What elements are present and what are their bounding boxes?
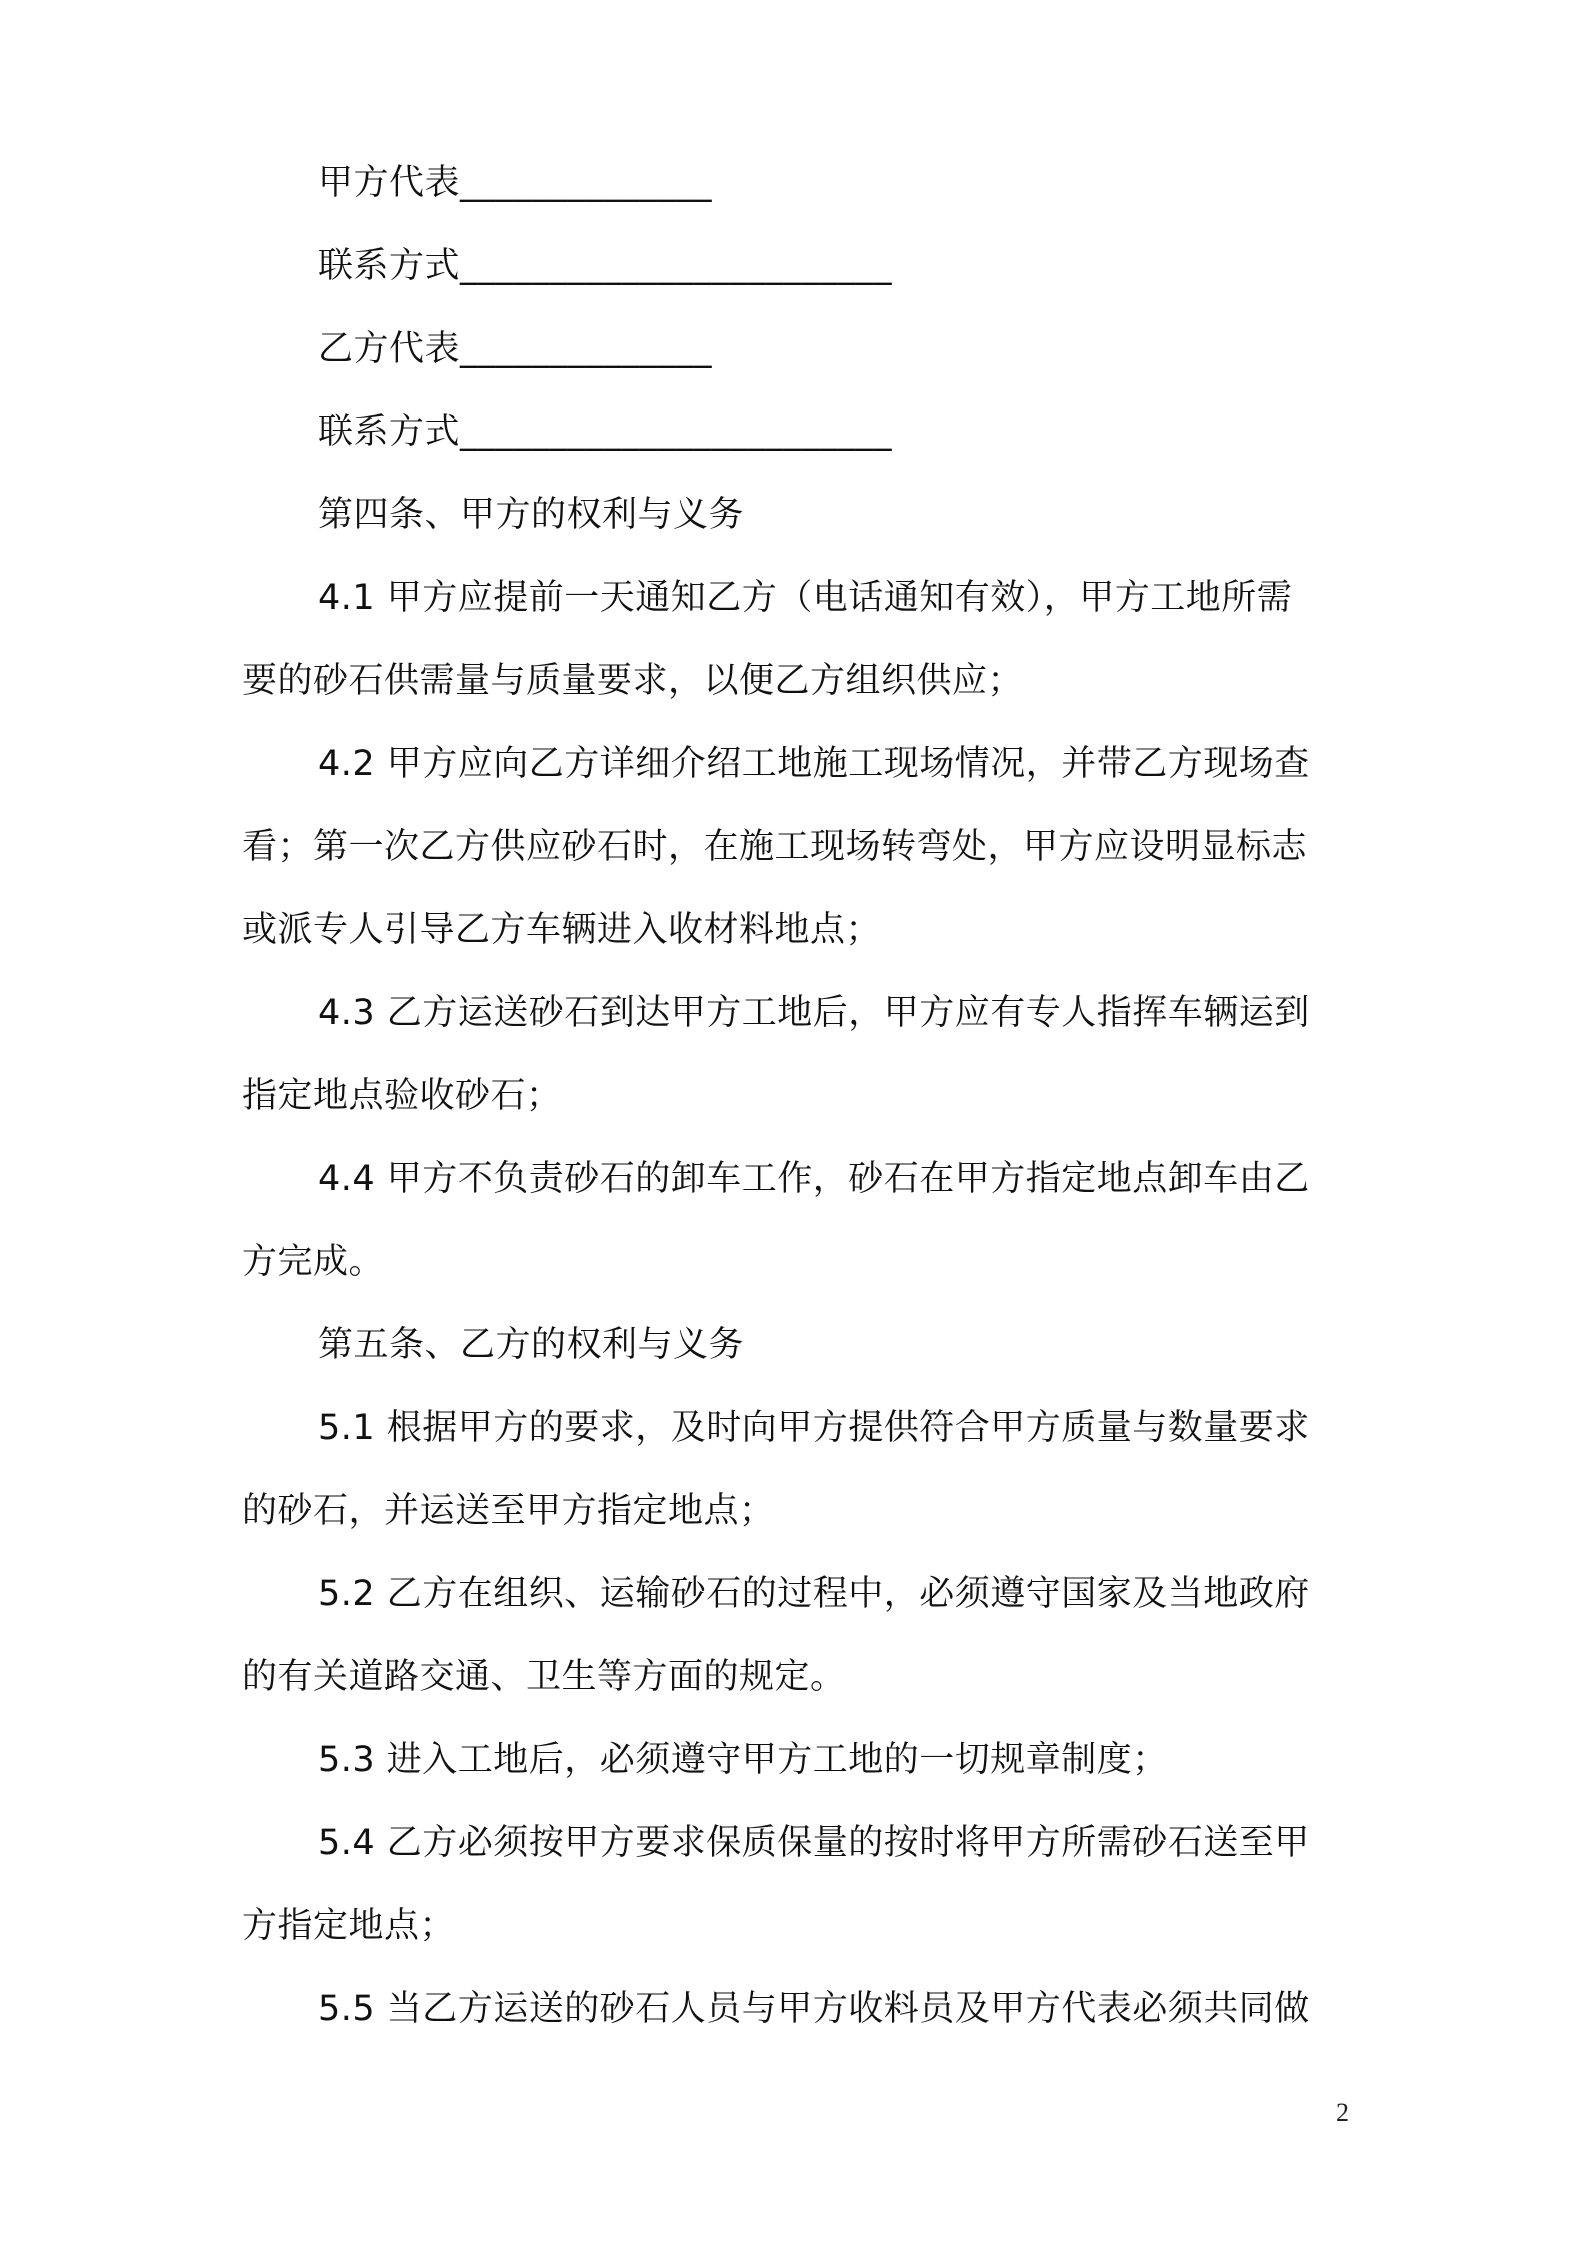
party-a-contact-field: 联系方式________________________	[318, 246, 893, 286]
clause-5-4-line-2: 方指定地点；	[242, 1906, 456, 1946]
clause-4-2-line-2: 看；第一次乙方供应砂石时，在施工现场转弯处，甲方应设明显标志	[242, 827, 1308, 867]
article-five-heading: 第五条、乙方的权利与义务	[318, 1325, 745, 1365]
clause-4-3-line-2: 指定地点验收砂石；	[242, 1076, 562, 1116]
clause-4-3-line-1: 4.3 乙方运送砂石到达甲方工地后，甲方应有专人指挥车辆运到	[318, 993, 1310, 1033]
party-b-contact-field: 联系方式________________________	[318, 412, 893, 452]
clause-4-1-line-1: 4.1 甲方应提前一天通知乙方（电话通知有效），甲方工地所需	[318, 578, 1293, 618]
clause-5-1-line-2: 的砂石，并运送至甲方指定地点；	[242, 1491, 775, 1531]
clause-5-5-line-1: 5.5 当乙方运送的砂石人员与甲方收料员及甲方代表必须共同做	[318, 1989, 1310, 2029]
clause-5-2-line-1: 5.2 乙方在组织、运输砂石的过程中，必须遵守国家及当地政府	[318, 1574, 1310, 1614]
clause-5-2-line-2: 的有关道路交通、卫生等方面的规定。	[242, 1657, 846, 1697]
clause-4-4-line-1: 4.4 甲方不负责砂石的卸车工作，砂石在甲方指定地点卸车由乙	[318, 1159, 1310, 1199]
clause-4-2-line-3: 或派专人引导乙方车辆进入收材料地点；	[242, 910, 882, 950]
clause-4-1-line-2: 要的砂石供需量与质量要求，以便乙方组织供应；	[242, 661, 1024, 701]
page-number: 2	[1336, 2098, 1349, 2127]
clause-5-3-line-1: 5.3 进入工地后，必须遵守甲方工地的一切规章制度；	[318, 1740, 1168, 1780]
party-b-representative-field: 乙方代表______________	[318, 329, 713, 369]
clause-4-4-line-2: 方完成。	[242, 1242, 385, 1282]
party-a-representative-field: 甲方代表______________	[318, 163, 713, 203]
clause-5-1-line-1: 5.1 根据甲方的要求，及时向甲方提供符合甲方质量与数量要求	[318, 1408, 1310, 1448]
clause-4-2-line-1: 4.2 甲方应向乙方详细介绍工地施工现场情况，并带乙方现场查	[318, 744, 1310, 784]
article-four-heading: 第四条、甲方的权利与义务	[318, 495, 745, 535]
clause-5-4-line-1: 5.4 乙方必须按甲方要求保质保量的按时将甲方所需砂石送至甲	[318, 1823, 1310, 1863]
